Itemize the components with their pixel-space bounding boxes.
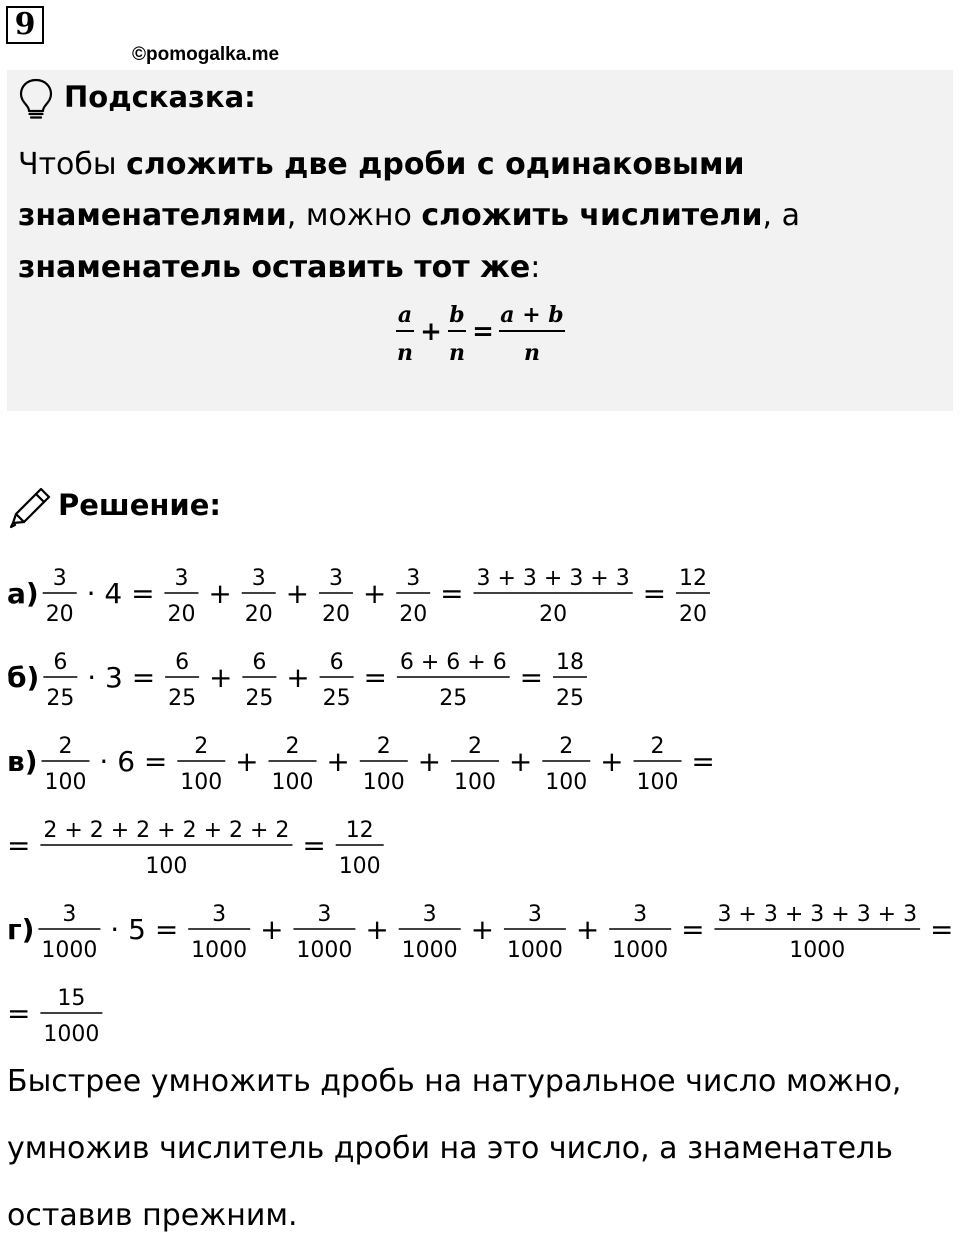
equation-operator: + (317, 745, 359, 778)
hint-text-line-3 (18, 250, 540, 285)
equation-operator: + (277, 661, 319, 694)
equation-operator: = (682, 745, 715, 778)
equation-operator: + (276, 577, 318, 610)
fraction-numerator: 6 (329, 650, 344, 675)
fraction-denominator: 25 (439, 686, 468, 711)
fraction-numerator: 3 (317, 902, 332, 927)
conclusion-line-1: Быстрее умножить дробь на натуральное число можно, (7, 1064, 902, 1099)
equation-c (7, 720, 947, 800)
fraction-numerator: 12 (678, 566, 707, 591)
formula-frac1-denominator: n (397, 340, 413, 366)
equation-label: в) (7, 745, 38, 778)
fraction-denominator: 100 (180, 770, 223, 795)
fraction-denominator: 1000 (191, 938, 248, 963)
equation-operator: = (293, 829, 335, 862)
fraction-denominator: 20 (244, 602, 273, 627)
equation-operator: · 6 = (90, 745, 177, 778)
hint-text-run: Чтобы (18, 147, 127, 182)
equation-d (7, 888, 954, 968)
fraction-denominator: 100 (636, 770, 679, 795)
formula-plus: + (420, 317, 442, 347)
formula-frac1-numerator: a (397, 302, 413, 328)
fraction-numerator: 3 (422, 902, 437, 927)
equation-operator: · 5 = (101, 913, 188, 946)
fraction-numerator: 3 (174, 566, 189, 591)
hint-text-run: , а (762, 198, 800, 233)
fraction-sum-formula (0, 300, 960, 370)
equation-operator: + (500, 745, 542, 778)
conclusion-line-2: умножив числитель дроби на это число, а знаменатель (7, 1131, 893, 1166)
hint-text-run: , можно (286, 198, 422, 233)
fraction-numerator: 3 (328, 566, 343, 591)
fraction-denominator: 1000 (612, 938, 669, 963)
fraction-denominator: 1000 (43, 1022, 100, 1047)
hint-text-run: сложить числители (421, 198, 763, 233)
fraction-denominator: 1000 (41, 938, 98, 963)
fraction-denominator: 20 (167, 602, 196, 627)
fraction-numerator: 15 (57, 986, 86, 1011)
fraction-denominator: 20 (45, 602, 74, 627)
equation-operator: + (356, 913, 398, 946)
equation-operator: · 4 = (77, 577, 164, 610)
formula-frac2-denominator: n (449, 340, 465, 366)
solution-title: Решение: (58, 488, 222, 522)
fraction-denominator: 20 (678, 602, 707, 627)
fraction-numerator: 2 (650, 734, 665, 759)
equation-operator: + (199, 577, 241, 610)
task-number-box (6, 6, 44, 44)
equation-operator: = (431, 577, 473, 610)
equation-operator: · 3 = (78, 661, 165, 694)
fraction-denominator: 20 (539, 602, 568, 627)
equation-operator: + (591, 745, 633, 778)
fraction-numerator: 3 (527, 902, 542, 927)
fraction-denominator: 1000 (401, 938, 458, 963)
formula-frac2-numerator: b (449, 302, 465, 328)
fraction-denominator: 100 (362, 770, 405, 795)
fraction-numerator: 2 + 2 + 2 + 2 + 2 + 2 (43, 818, 290, 843)
fraction-denominator: 100 (454, 770, 497, 795)
fraction-denominator: 1000 (789, 938, 846, 963)
watermark: ©pomogalka.me (132, 44, 280, 65)
equation-b (7, 636, 947, 716)
fraction-numerator: 2 (559, 734, 574, 759)
fraction-numerator: 2 (468, 734, 483, 759)
equation-operator: = (7, 829, 40, 862)
hint-text-run: : (530, 250, 541, 285)
fraction-numerator: 3 + 3 + 3 + 3 + 3 (717, 902, 918, 927)
equation-operator: = (672, 913, 714, 946)
fraction-numerator: 6 (252, 650, 267, 675)
fraction-numerator: 12 (345, 818, 374, 843)
conclusion-line-3: оставив прежним. (7, 1198, 298, 1233)
equation-d-continued (7, 972, 947, 1052)
fraction-numerator: 3 + 3 + 3 + 3 (476, 566, 630, 591)
fraction-numerator: 3 (52, 566, 67, 591)
fraction-numerator: 6 + 6 + 6 (399, 650, 507, 675)
fraction-denominator: 25 (46, 686, 75, 711)
equation-c-continued (7, 804, 947, 884)
equation-operator: = (354, 661, 396, 694)
formula-frac3-numerator: a + b (500, 302, 564, 328)
fraction-denominator: 25 (168, 686, 197, 711)
fraction-denominator: 100 (145, 854, 188, 879)
equation-label: б) (7, 661, 40, 694)
fraction-numerator: 18 (555, 650, 584, 675)
equation-label: г) (7, 913, 35, 946)
equation-a (7, 552, 947, 632)
fraction-numerator: 2 (194, 734, 209, 759)
task-number: 9 (14, 7, 36, 42)
fraction-denominator: 25 (555, 686, 584, 711)
fraction-numerator: 6 (53, 650, 68, 675)
fraction-denominator: 1000 (296, 938, 353, 963)
fraction-numerator: 2 (58, 734, 73, 759)
equation-operator: + (566, 913, 609, 946)
fraction-numerator: 3 (212, 902, 227, 927)
equation-operator: = (7, 997, 40, 1030)
fraction-numerator: 2 (376, 734, 391, 759)
equation-operator: = (510, 661, 552, 694)
equation-operator: = (633, 577, 675, 610)
fraction-numerator: 3 (251, 566, 266, 591)
fraction-numerator: 2 (285, 734, 300, 759)
equation-operator: + (408, 745, 451, 778)
equation-label: а) (7, 577, 39, 610)
fraction-denominator: 100 (338, 854, 381, 879)
equation-operator: + (353, 577, 396, 610)
fraction-denominator: 20 (399, 602, 428, 627)
fraction-numerator: 3 (62, 902, 77, 927)
fraction-denominator: 100 (44, 770, 87, 795)
fraction-numerator: 3 (406, 566, 421, 591)
lightbulb-icon (18, 78, 54, 120)
pencil-icon (8, 485, 54, 529)
hint-text-run: знаменатель оставить тот же (18, 250, 531, 285)
equation-operator: + (200, 661, 242, 694)
fraction-denominator: 1000 (506, 938, 563, 963)
formula-frac3-denominator: n (524, 340, 540, 366)
fraction-numerator: 3 (633, 902, 648, 927)
hint-text-line-2 (18, 198, 800, 233)
hint-text-run: знаменателями (18, 198, 287, 233)
hint-text-run: сложить две дроби с одинаковыми (126, 147, 745, 182)
fraction-numerator: 6 (175, 650, 190, 675)
hint-text-line-1 (18, 147, 745, 182)
fraction-denominator: 25 (322, 686, 351, 711)
equation-operator: + (226, 745, 268, 778)
equation-operator: + (251, 913, 293, 946)
equation-operator: = (921, 913, 954, 946)
fraction-denominator: 25 (245, 686, 274, 711)
hint-title: Подсказка: (64, 80, 256, 114)
fraction-denominator: 20 (321, 602, 350, 627)
equation-operator: + (461, 913, 503, 946)
fraction-denominator: 100 (545, 770, 588, 795)
formula-equals: = (472, 317, 494, 347)
fraction-denominator: 100 (271, 770, 314, 795)
